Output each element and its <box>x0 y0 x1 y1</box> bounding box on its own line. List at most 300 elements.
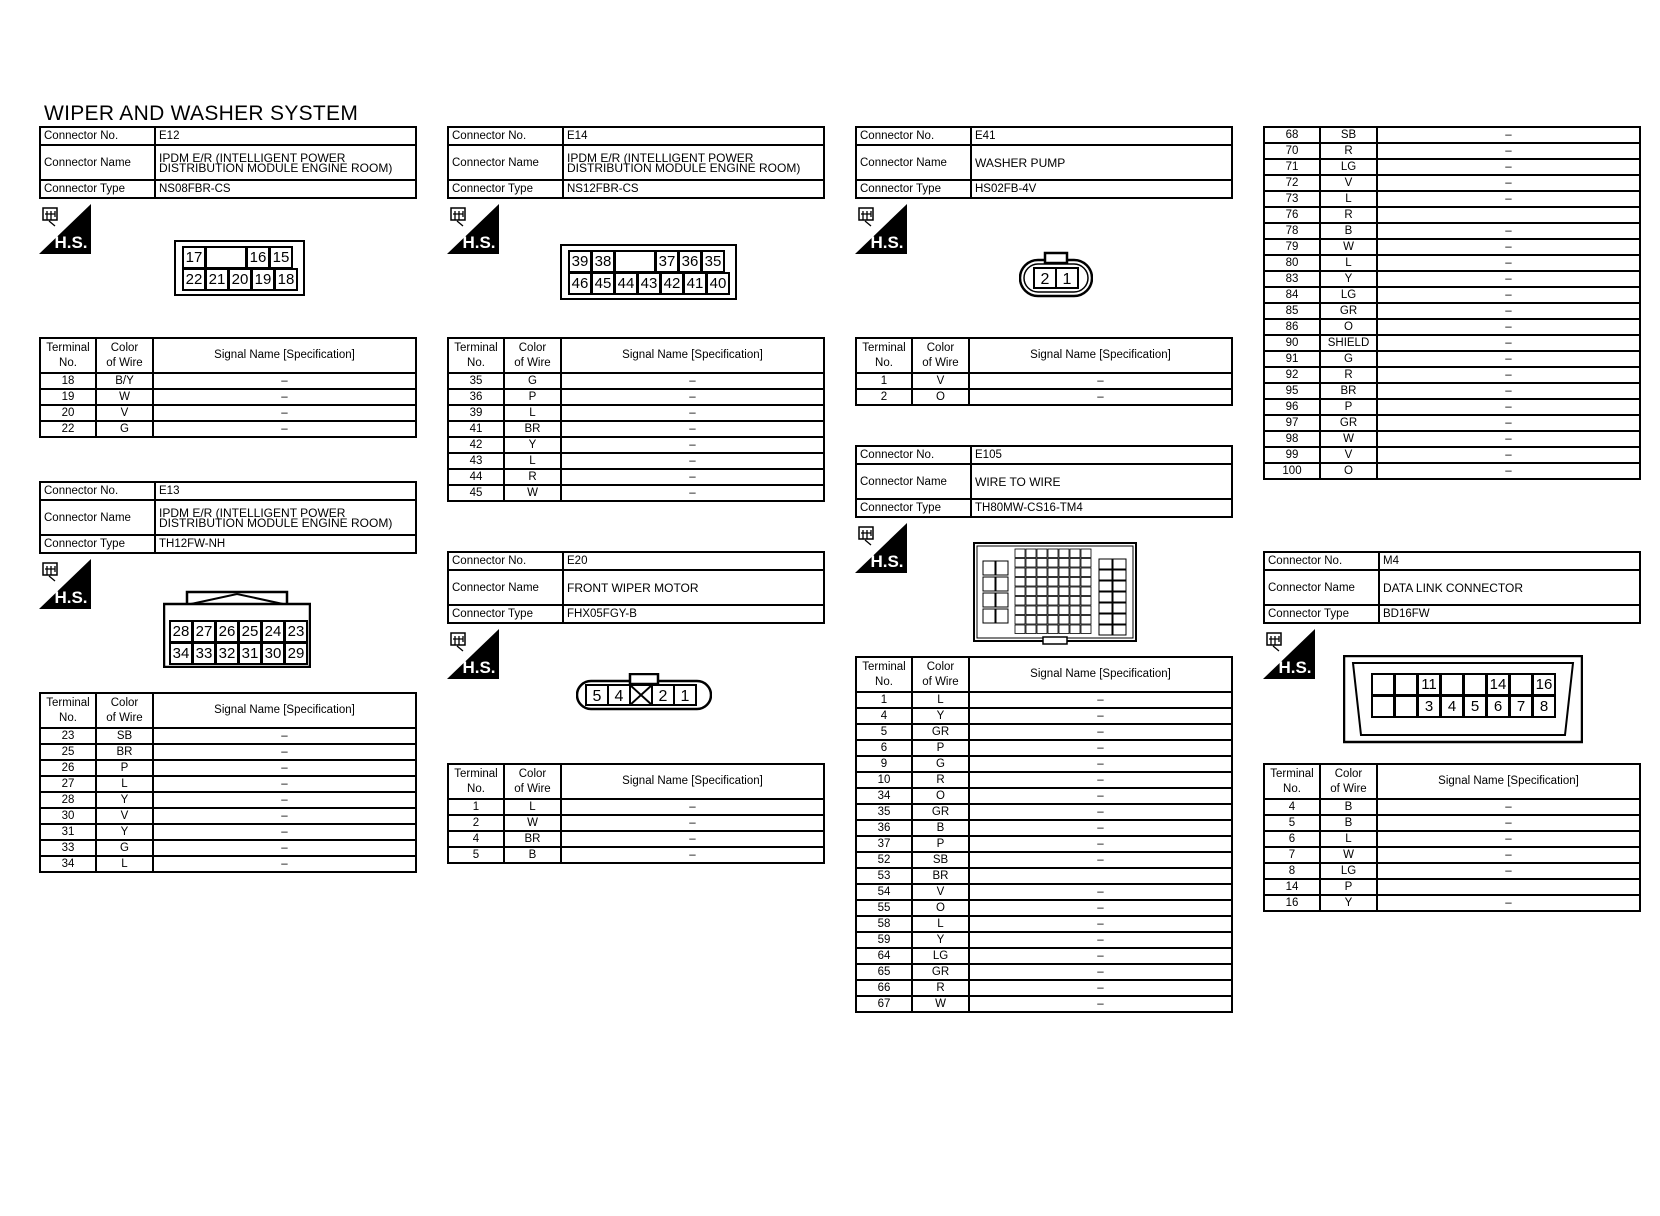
table-row <box>856 772 1232 788</box>
table-row <box>448 485 824 501</box>
connector-type-label: Connector Type <box>856 499 971 517</box>
terminal-no: 68 <box>1264 127 1320 143</box>
table-row <box>856 756 1232 772</box>
table-row <box>1264 159 1640 175</box>
table-row <box>1264 287 1640 303</box>
pin: 3 <box>1417 695 1441 718</box>
connector-type-value: HS02FB-4V <box>971 180 1232 198</box>
terminal-no: 34 <box>856 788 912 804</box>
terminal-no: 26 <box>40 760 96 776</box>
svg-text:1: 1 <box>1062 271 1072 288</box>
terminal-no: 8 <box>1264 863 1320 879</box>
connector-name-value: IPDM E/R (INTELLIGENT POWER DISTRIBUTION MODULE ENGINE ROOM) <box>155 145 416 180</box>
terminal-no: 39 <box>448 405 504 421</box>
pin: 21 <box>205 268 229 291</box>
wire-color: R <box>912 980 969 996</box>
wire-color: L <box>96 856 153 872</box>
pin: 27 <box>192 620 216 643</box>
pin: 42 <box>660 272 684 295</box>
signal-header: Signal Name [Specification] <box>153 693 416 728</box>
svg-text:H.S.: H.S. <box>1278 658 1312 677</box>
connector-no-label: Connector No. <box>448 127 563 145</box>
color-header: Color of Wire <box>96 693 153 728</box>
signal-header: Signal Name [Specification] <box>561 338 824 373</box>
wire-color: P <box>1320 399 1377 415</box>
wire-color: W <box>912 996 969 1012</box>
table-row <box>40 744 416 760</box>
pin: 44 <box>614 272 638 295</box>
table-row <box>1264 271 1640 287</box>
wire-color: V <box>912 373 969 389</box>
table-row <box>1264 863 1640 879</box>
table-row <box>448 847 824 863</box>
wire-color: L <box>96 776 153 792</box>
signal-name: – <box>969 389 1232 405</box>
signal-name: – <box>153 808 416 824</box>
terminal-no: 58 <box>856 916 912 932</box>
terminal-no: 99 <box>1264 447 1320 463</box>
wire-color: P <box>912 836 969 852</box>
terminal-table-m4 <box>1263 763 1641 912</box>
table-row <box>1264 319 1640 335</box>
terminal-no: 36 <box>856 820 912 836</box>
table-row <box>856 884 1232 900</box>
color-header: Color of Wire <box>504 338 561 373</box>
signal-name: – <box>969 724 1232 740</box>
wire-color: BR <box>1320 383 1377 399</box>
pin: 17 <box>182 246 206 269</box>
wire-color: L <box>1320 255 1377 271</box>
terminal-no: 2 <box>856 389 912 405</box>
wire-color: LG <box>1320 863 1377 879</box>
signal-name: – <box>1377 287 1640 303</box>
table-row <box>856 820 1232 836</box>
svg-text:H.S.: H.S. <box>54 588 88 607</box>
connector-e41 <box>855 126 1233 199</box>
svg-text:H.S.: H.S. <box>870 233 904 252</box>
terminal-no: 71 <box>1264 159 1320 175</box>
wire-color: P <box>912 740 969 756</box>
wire-color: B <box>1320 815 1377 831</box>
connector-no-label: Connector No. <box>1264 552 1379 570</box>
svg-text:H.S.: H.S. <box>462 658 496 677</box>
blank-cavity <box>1371 695 1395 718</box>
terminal-no: 83 <box>1264 271 1320 287</box>
wire-color: W <box>504 485 561 501</box>
signal-name: – <box>1377 847 1640 863</box>
wire-color: V <box>1320 447 1377 463</box>
connector-no-value: M4 <box>1379 552 1640 570</box>
blank-cavity <box>1509 673 1533 696</box>
table-row <box>448 373 824 389</box>
wire-color: L <box>912 692 969 708</box>
wire-color: P <box>504 389 561 405</box>
signal-name: – <box>1377 399 1640 415</box>
blank-cavity <box>1463 673 1487 696</box>
wire-color: L <box>912 916 969 932</box>
signal-name: – <box>1377 431 1640 447</box>
terminal-no: 78 <box>1264 223 1320 239</box>
connector-no-label: Connector No. <box>856 446 971 464</box>
terminal-no: 20 <box>40 405 96 421</box>
table-row <box>1264 191 1640 207</box>
terminal-no: 19 <box>40 389 96 405</box>
signal-name: – <box>153 728 416 744</box>
table-row <box>856 724 1232 740</box>
wire-color: P <box>1320 879 1377 895</box>
pin: 11 <box>1417 673 1441 696</box>
table-row <box>448 469 824 485</box>
table-row <box>40 373 416 389</box>
svg-text:H.S.: H.S. <box>54 233 88 252</box>
table-row <box>40 421 416 437</box>
wire-color: Y <box>1320 271 1377 287</box>
signal-name: – <box>1377 351 1640 367</box>
signal-name: – <box>1377 127 1640 143</box>
table-row <box>1264 895 1640 911</box>
connector-type-label: Connector Type <box>448 605 563 623</box>
pin: 22 <box>182 268 206 291</box>
pin: 4 <box>1440 695 1464 718</box>
signal-name: – <box>969 756 1232 772</box>
svg-text:H.S.: H.S. <box>870 552 904 571</box>
terminal-no: 55 <box>856 900 912 916</box>
wire-color: G <box>96 840 153 856</box>
signal-header: Signal Name [Specification] <box>1377 764 1640 799</box>
terminal-header: Terminal No. <box>40 338 96 373</box>
terminal-no: 34 <box>40 856 96 872</box>
terminal-no: 28 <box>40 792 96 808</box>
pin: 19 <box>251 268 275 291</box>
terminal-no: 35 <box>448 373 504 389</box>
table-row <box>1264 815 1640 831</box>
table-row <box>856 964 1232 980</box>
signal-name: – <box>153 373 416 389</box>
hs-icon <box>855 204 907 254</box>
signal-name: – <box>1377 831 1640 847</box>
table-row <box>1264 367 1640 383</box>
wire-color: R <box>1320 207 1377 223</box>
signal-name: – <box>1377 223 1640 239</box>
table-row <box>448 437 824 453</box>
signal-name: – <box>1377 863 1640 879</box>
page-title: WIPER AND WASHER SYSTEM <box>44 102 359 125</box>
signal-name: – <box>969 740 1232 756</box>
terminal-no: 85 <box>1264 303 1320 319</box>
wire-color: B <box>504 847 561 863</box>
signal-name: – <box>969 900 1232 916</box>
signal-name: – <box>969 852 1232 868</box>
terminal-no: 6 <box>1264 831 1320 847</box>
signal-name: – <box>153 760 416 776</box>
terminal-no: 84 <box>1264 287 1320 303</box>
wire-color: O <box>912 389 969 405</box>
signal-name: – <box>969 804 1232 820</box>
color-header: Color of Wire <box>96 338 153 373</box>
terminal-no: 33 <box>40 840 96 856</box>
terminal-table-e105-continued <box>1263 126 1641 480</box>
signal-name: – <box>969 788 1232 804</box>
table-row <box>856 804 1232 820</box>
signal-name: – <box>969 708 1232 724</box>
blank-cavity <box>1394 673 1418 696</box>
wire-color: Y <box>96 824 153 840</box>
terminal-header: Terminal No. <box>856 338 912 373</box>
terminal-no: 72 <box>1264 175 1320 191</box>
connector-e20-face <box>576 673 712 724</box>
wire-color: SB <box>1320 127 1377 143</box>
hs-icon <box>447 204 499 254</box>
pin: 20 <box>228 268 252 291</box>
hs-icon <box>447 629 499 679</box>
wire-color: GR <box>1320 415 1377 431</box>
wire-color: R <box>504 469 561 485</box>
signal-name: – <box>1377 415 1640 431</box>
terminal-no: 7 <box>1264 847 1320 863</box>
wire-color: V <box>912 884 969 900</box>
terminal-no: 52 <box>856 852 912 868</box>
pin: 7 <box>1509 695 1533 718</box>
terminal-no: 6 <box>856 740 912 756</box>
terminal-no: 31 <box>40 824 96 840</box>
table-row <box>856 373 1232 389</box>
terminal-table-e12 <box>39 337 417 438</box>
signal-name: – <box>1377 271 1640 287</box>
connector-name-label: Connector Name <box>448 145 563 180</box>
signal-name: – <box>969 692 1232 708</box>
terminal-no: 14 <box>1264 879 1320 895</box>
connector-type-value: TH80MW-CS16-TM4 <box>971 499 1232 517</box>
signal-name: – <box>561 847 824 863</box>
table-row <box>1264 879 1640 895</box>
connector-e12 <box>39 126 417 199</box>
pin: 15 <box>269 246 293 269</box>
pin: 39 <box>568 250 592 273</box>
signal-name: – <box>969 964 1232 980</box>
signal-name: – <box>153 824 416 840</box>
pin: 16 <box>1532 673 1556 696</box>
terminal-header: Terminal No. <box>1264 764 1320 799</box>
wire-color: V <box>96 808 153 824</box>
terminal-table-e105 <box>855 656 1233 1013</box>
hs-icon <box>39 559 91 609</box>
wire-color: BR <box>504 421 561 437</box>
wire-color: BR <box>912 868 969 884</box>
pin: 34 <box>169 642 193 665</box>
pin: 16 <box>246 246 270 269</box>
terminal-no: 66 <box>856 980 912 996</box>
wire-color: SHIELD <box>1320 335 1377 351</box>
pin: 33 <box>192 642 216 665</box>
signal-name: – <box>1377 319 1640 335</box>
wire-color: Y <box>912 932 969 948</box>
table-row <box>40 389 416 405</box>
signal-name: – <box>1377 463 1640 479</box>
terminal-no: 27 <box>40 776 96 792</box>
connector-name-value: DATA LINK CONNECTOR <box>1379 570 1640 605</box>
terminal-no: 65 <box>856 964 912 980</box>
color-header: Color of Wire <box>1320 764 1377 799</box>
table-row <box>1264 847 1640 863</box>
wire-color: BR <box>504 831 561 847</box>
terminal-no: 90 <box>1264 335 1320 351</box>
connector-e14 <box>447 126 825 199</box>
table-row <box>1264 335 1640 351</box>
table-row <box>1264 799 1640 815</box>
pin: 24 <box>261 620 285 643</box>
wire-color: R <box>912 772 969 788</box>
signal-name: – <box>153 792 416 808</box>
connector-name-label: Connector Name <box>856 145 971 180</box>
wire-color: O <box>1320 319 1377 335</box>
terminal-no: 45 <box>448 485 504 501</box>
table-row <box>448 421 824 437</box>
table-row <box>856 740 1232 756</box>
signal-name: – <box>1377 447 1640 463</box>
pin: 8 <box>1532 695 1556 718</box>
terminal-no: 18 <box>40 373 96 389</box>
table-row <box>1264 447 1640 463</box>
terminal-no: 4 <box>1264 799 1320 815</box>
signal-name: – <box>561 453 824 469</box>
signal-name: – <box>561 469 824 485</box>
terminal-no: 79 <box>1264 239 1320 255</box>
wire-color: V <box>96 405 153 421</box>
wire-color: G <box>912 756 969 772</box>
signal-name: – <box>1377 159 1640 175</box>
wire-color: G <box>96 421 153 437</box>
terminal-no: 5 <box>856 724 912 740</box>
terminal-no: 70 <box>1264 143 1320 159</box>
wire-color: Y <box>912 708 969 724</box>
wire-color: O <box>912 900 969 916</box>
wire-color: L <box>1320 191 1377 207</box>
wire-color: L <box>504 405 561 421</box>
hs-icon <box>1263 629 1315 679</box>
table-row <box>448 815 824 831</box>
wire-color: GR <box>912 804 969 820</box>
hs-icon <box>855 523 907 573</box>
pin: 40 <box>706 272 730 295</box>
connector-no-value: E20 <box>563 552 824 570</box>
pin: 6 <box>1486 695 1510 718</box>
blank-cavity <box>1371 673 1395 696</box>
pin: 18 <box>274 268 298 291</box>
connector-e41-face <box>1019 251 1093 304</box>
table-row <box>40 776 416 792</box>
connector-no-value: E14 <box>563 127 824 145</box>
wire-color: B <box>1320 799 1377 815</box>
signal-name: – <box>1377 799 1640 815</box>
table-row <box>40 824 416 840</box>
terminal-no: 92 <box>1264 367 1320 383</box>
table-row <box>40 728 416 744</box>
wire-color: O <box>912 788 969 804</box>
table-row <box>1264 239 1640 255</box>
terminal-no: 37 <box>856 836 912 852</box>
wire-color: SB <box>912 852 969 868</box>
connector-no-label: Connector No. <box>856 127 971 145</box>
signal-name: – <box>561 437 824 453</box>
terminal-no: 35 <box>856 804 912 820</box>
connector-name-label: Connector Name <box>40 500 155 535</box>
terminal-no: 96 <box>1264 399 1320 415</box>
table-row <box>856 916 1232 932</box>
wire-color: Y <box>1320 895 1377 911</box>
terminal-no: 67 <box>856 996 912 1012</box>
signal-name: – <box>969 884 1232 900</box>
terminal-no: 95 <box>1264 383 1320 399</box>
table-row <box>856 836 1232 852</box>
table-row <box>448 831 824 847</box>
connector-type-value: TH12FW-NH <box>155 535 416 553</box>
pin: 46 <box>568 272 592 295</box>
connector-no-value: E12 <box>155 127 416 145</box>
svg-text:1: 1 <box>680 688 690 705</box>
table-row <box>40 405 416 421</box>
wire-color: B <box>1320 223 1377 239</box>
connector-type-label: Connector Type <box>40 180 155 198</box>
signal-name: – <box>561 485 824 501</box>
terminal-no: 4 <box>448 831 504 847</box>
signal-name: – <box>561 373 824 389</box>
terminal-no: 25 <box>40 744 96 760</box>
terminal-no: 54 <box>856 884 912 900</box>
signal-name: – <box>1377 895 1640 911</box>
signal-name: – <box>561 815 824 831</box>
table-row <box>856 708 1232 724</box>
connector-e14-face <box>560 244 737 300</box>
wire-color: B <box>912 820 969 836</box>
signal-name: – <box>1377 815 1640 831</box>
signal-name <box>1377 879 1640 895</box>
signal-name: – <box>1377 191 1640 207</box>
wire-color: LG <box>1320 159 1377 175</box>
table-row <box>1264 255 1640 271</box>
wire-color: W <box>1320 239 1377 255</box>
signal-name: – <box>1377 143 1640 159</box>
signal-name: – <box>1377 303 1640 319</box>
table-row <box>856 900 1232 916</box>
table-row <box>856 932 1232 948</box>
terminal-no: 80 <box>1264 255 1320 271</box>
signal-header: Signal Name [Specification] <box>153 338 416 373</box>
table-row <box>856 868 1232 884</box>
signal-name <box>1377 207 1640 223</box>
wire-color: P <box>96 760 153 776</box>
table-row <box>1264 463 1640 479</box>
connector-e12-face <box>174 240 305 296</box>
signal-name: – <box>153 856 416 872</box>
signal-name: – <box>969 820 1232 836</box>
wire-color: W <box>1320 431 1377 447</box>
connector-name-label: Connector Name <box>40 145 155 180</box>
terminal-no: 5 <box>448 847 504 863</box>
wire-color: R <box>1320 143 1377 159</box>
color-header: Color of Wire <box>912 657 969 692</box>
signal-name: – <box>1377 175 1640 191</box>
pin: 36 <box>678 250 702 273</box>
table-row <box>1264 415 1640 431</box>
pin: 25 <box>238 620 262 643</box>
terminal-no: 59 <box>856 932 912 948</box>
signal-name: – <box>561 421 824 437</box>
blank-cavity <box>614 250 656 273</box>
terminal-no: 97 <box>1264 415 1320 431</box>
connector-type-label: Connector Type <box>448 180 563 198</box>
signal-name: – <box>969 836 1232 852</box>
pin: 31 <box>238 642 262 665</box>
